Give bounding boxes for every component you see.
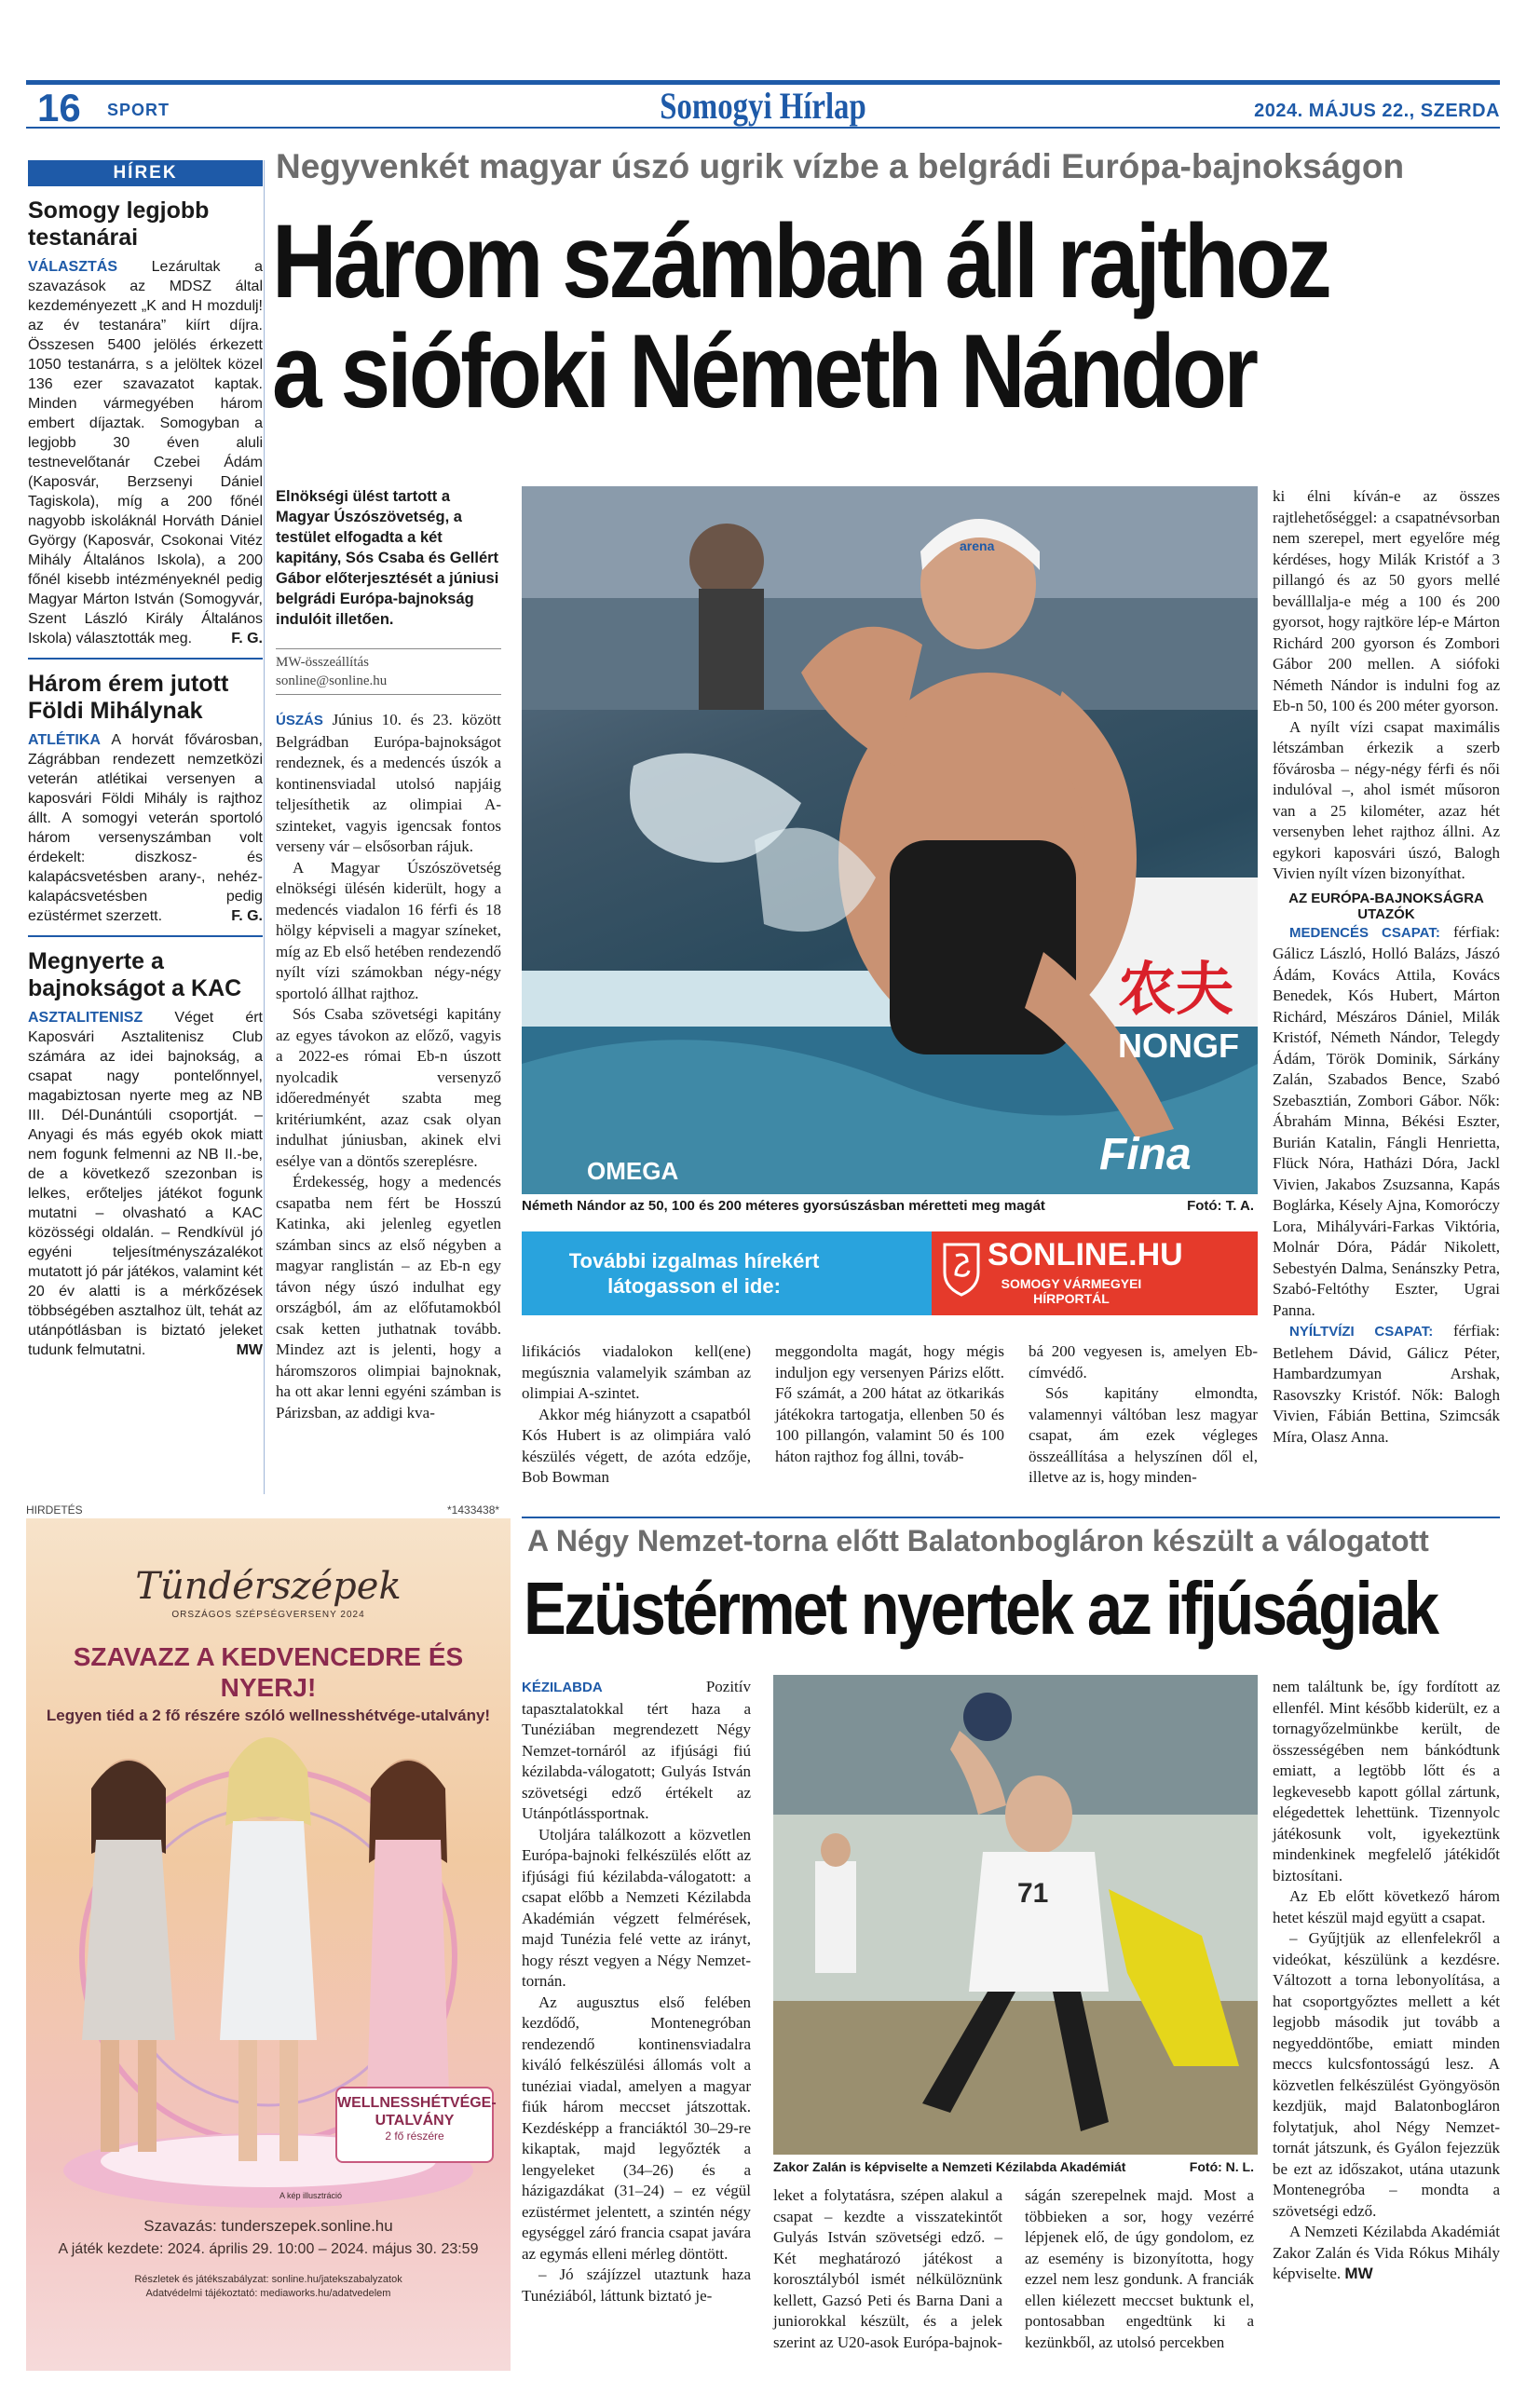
promo-text: További izgalmas hírekért látogasson el ide: — [568, 1249, 820, 1298]
openwater-team-list: férfiak: Betlehem Dávid, Gálicz Péter, Hambardzumyan Arshak, Rasovszky Kristóf. Nők: Balogh Vivien, Fábián Bettina, Szimcsák Míra, Olasz Anna. — [1273, 1322, 1500, 1446]
article-paragraph — [1273, 2222, 1500, 2285]
cap-brand: arena — [960, 538, 995, 553]
article-byline — [276, 648, 501, 695]
handball-photo — [773, 1675, 1258, 2155]
ad-label: HIRDETÉS — [26, 1503, 83, 1517]
article2-column-2 — [773, 2185, 1002, 2353]
article-column-2 — [522, 1341, 751, 1489]
headline-line-2: a siófoki Németh Nándor — [272, 313, 1256, 429]
page-number: 16 — [37, 86, 81, 129]
article-paragraph: Akkor még hiányzott a csapatból Kós Hubert is az olimpiára való készülés végett, de azóta edzője, Bob Bowman — [522, 1405, 751, 1486]
article-paragraph: lifikációs viadalokon kell(ene) megúsznia valamelyik számban az olimpiai A-szintet. — [522, 1342, 751, 1402]
photo-credit: Fotó: N. L. — [1189, 2159, 1254, 2174]
sponsor-chinese-text: 农夫 — [1118, 955, 1234, 1023]
article-paragraph: A Magyar Úszószövetség elnökségi ülésén kiderült, hogy a medencés viadalon 16 férfi és 18 hölgy képviseli a magyar színeket, míg az Eb első hetében rendezendő nyílt vízi számokban négy-négy sportoló állhat rajthoz. — [276, 858, 501, 1002]
voucher-badge — [335, 2087, 497, 2163]
paragraph-text: A Nemzeti Kézilabda Akadémiát Zakor Zalán és Vida Rókus Mihály képviselte. — [1273, 2223, 1500, 2282]
article2-kicker: A Négy Nemzet-torna előtt Balatonbogláron készült a válogatott — [527, 1524, 1429, 1558]
article2-divider — [522, 1517, 1500, 1518]
ad-rules-link[interactable]: Részletek és játékszabályzat: sonline.hu/jatekszabalyzatok — [134, 2274, 402, 2285]
ad-brand-subtitle: ORSZÁGOS SZÉPSÉGVERSENY 2024 — [171, 1610, 365, 1620]
article-paragraph: – Gyűjtjük az ellenfelekről a videókat, készülünk a kezdésre. Változott a torna lebonyolítása, a hat csoportgyőztes mellett a két legjobb második jut tovább a negyeddöntőbe, emiatt minden meccs kulcsfontosságú lesz. A közvetlen felkészülést Gyöngyösön kezdjük, majd Balatonbogláron folytatjuk, ahol Négy Nemzet-tornát játszunk, és Gyálon fejezzük be ezt az időszakot, utána utazunk Montenegróba – mondta a szövetségi edző. — [1273, 1929, 1500, 2220]
article2-column-4 — [1273, 1677, 1500, 2285]
article-kicker: Negyvenkét magyar úszó ugrik vízbe a belgrádi Európa-bajnokságon — [276, 147, 1405, 185]
paragraph-text: Június 10. és 23. között Belgrádban Európa-bajnokságot rendeznek, és a medencés úszók a kontinensviadal utolsó napjáig teljesíthetik az olimpiai A-szinteket, vagyis igencsak fontos verseny vár – elsősorban rájuk. — [276, 711, 502, 855]
sidebar-item-tag: VÁLASZTÁS — [28, 259, 117, 275]
fina-logo: Fina — [1099, 1130, 1192, 1179]
article-paragraph: Sós Csaba szövetségi kapitány az egyes távokon az előző, vagyis a 2022-es római Eb-n úszott nyolcadik versenyző időeredményét szabta meg kritériumként, azaz csak olyan indulhat júniusban, akinek elvi esélye van a döntős szereplésre. — [276, 1005, 501, 1170]
photo-credit: Fotó: T. A. — [1187, 1198, 1254, 1214]
photo-caption — [522, 1198, 1258, 1214]
ad-privacy-link[interactable]: Adatvédelmi tájékoztató: mediaworks.hu/adatvedelem — [145, 2288, 391, 2299]
sidebar-item-body: Lezárultak a szavazások az MDSZ által kezdeményezett „K and H mozdulj! az év testanára” kiírt díjra. Összesen 5400 jelölés érkezett 1050 testanárra, s a jelöltek közel 136 ezer szavazatot kaptak. Minden vármegyében három embert díjaztak. Somogyban a legjobb 30 éven aluli testnevelőtanár Czebei Ádám (Kaposvár, Berzsenyi Dániel Tagiskola), míg a 200 főnél nagyobb iskoláknál Horváth Dániel György (Kaposvár, Csokonai Vitéz Mihály Általános Iskola), a 200 főnél kisebb intézményeknél pedig Magyar Márton István (Somogyvár, Szent László Király Általános Iskola) választották meg. — [28, 259, 263, 646]
sonline-logo: SONLINE.HU — [988, 1237, 1183, 1272]
article-paragraph — [522, 1677, 751, 1825]
article-paragraph: ki élni kíván-e az összes rajtlehetőséggel: a csapatnévsorban nem szerepel, mert egyelőre még kérdéses, hogy Milák Kristóf a 3 pillangó és az 50 gyors mellé beválllalja-e még a 100 és 200 gyorsot, hogy rajtköre lép-e Márton Richárd 200 gyorson és Zombori Gábor 200 mellen. A siófoki Németh Nándor is indulni fog az Eb-n 50, 100 és 200 méter gyorson. — [1273, 487, 1500, 714]
shield-icon — [943, 1241, 980, 1297]
article-paragraph: ságán szerepelnek majd. Most a többieken a sor, hogy vezérré lépjenek elő, de úgy gondolom, ez az esemény is bizonyította, hogy ezzel nem lesz gondunk. A franciák ellen kiélezett meccset buktunk el, pontosabban engedtünk ki a kezünkből, az utolsó percekben — [1025, 2186, 1254, 2351]
pool-team-tag: MEDENCÉS CSAPAT: — [1289, 924, 1440, 941]
paragraph-text: Pozitív tapasztalatokkal tért haza a Tunéziában megrendezett Négy Nemzet-tornáról az ifjúsági fiú kézilabda-válogatott; Gulyás István szövetségi edző értékelt az Utánpótlássportnak. — [522, 1678, 751, 1822]
ad-vote-link[interactable]: Szavazás: tunderszepek.sonline.hu — [143, 2217, 393, 2235]
voucher-badge-subtext: 2 fő részére — [385, 2129, 444, 2143]
article-paragraph: – Jó szájízzel utaztunk haza Tunéziából, láttunk biztató je- — [522, 2265, 751, 2305]
sidebar-item-signature: F. G. — [231, 908, 263, 924]
caption-text: Zakor Zalán is képviselte a Nemzeti Kézilabda Akadémiát — [773, 2159, 1126, 2174]
sidebar-item-title: Három érem jutott Földi Mihálynak — [28, 671, 229, 724]
article-paragraph: nem találtunk be, így fordított az ellenfél. Mint később kiderült, ez a tornagyőzelmünkbe került, de összességében nem bánkódtunk emiatt, a legtöbb lőtt és a legkevesebb kapott góllal zártunk, elégedettek lehettünk. Tizennyolc játékosunk volt, igyekeztünk mindenkinek megfelelő játékidőt biztosítani. — [1273, 1678, 1500, 1884]
ad-code: *1433438* — [447, 1503, 500, 1517]
participants-box-title: AZ EURÓPA-BAJNOKSÁGRA UTAZÓK — [1288, 890, 1484, 922]
voucher-badge-text: WELLNESSHÉTVÉGE-UTALVÁNY — [337, 2095, 497, 2129]
sidebar-label: HÍREK — [28, 160, 263, 186]
swimmer-illustration — [522, 486, 1258, 1194]
jersey-number: 71 — [1017, 1878, 1049, 1909]
sidebar-item-body: Véget ért Kaposvári Asztalitenisz Club számára az idei bajnokság, a csapat nagy pontelőnnyel, magabiztosan nyerte meg az NB III. Dél-Dunántúli csoportját. – Anyagi és más egyéb okok miatt nem fogunk felmenni az NB II.-be, de a következő szezonban is lelkes, erőteljes játékot fogunk mutatni – olvasható a KAC közösségi oldalán. – Rendkívül jó egyéni teljesítményszázalékot mutatott jó pár játékos, valamint két 20 év alatti is a mérkőzések többségében asztalhoz ült, tehát az utánpótlásban is biztató jeleket tudunk felmutatni. — [28, 1010, 263, 1358]
ad-dates: A játék kezdete: 2024. április 29. 10:00 – 2024. május 30. 23:59 — [58, 2241, 479, 2257]
sidebar-item-signature: F. G. — [231, 631, 263, 646]
byline-email: sonline@sonline.hu — [276, 673, 388, 688]
article-column-4 — [1029, 1341, 1258, 1489]
article-paragraph: Utoljára találkozott a közvetlen Európa-bajnoki felkészülés előtt az ifjúsági fiú kézilabda-válogatott: a csapat előbb a Nemzeti Kézilabda Akadémián végzett felmérések, majd Tunézia felé vette az irányt, hogy részt vegyen a Négy Nemzet-tornán. — [522, 1825, 751, 1990]
participants-openwater — [1273, 1321, 1500, 1448]
pool-team-list: férfiak: Gálicz László, Holló Balázs, Jászó Ádám, Kovács Attila, Kovács Benedek, Kós Hubert, Márton Richárd, Mészáros Dániel, Milák Kristóf, Németh Nándor, Telegdy Ádám, Török Dominik, Sárkány Zalán, Szabados Bence, Szabó Szebasztián, Zombori Gábor. Nők: Ábrahám Minna, Békési Eszter, Burián Katalin, Fángli Henrietta, Flück Nóra, Hatházi Dóra, Jackl Vivien, Jakabos Zsuzsanna, Kapás Boglárka, Késely Ajna, Komoróczy Lora, Mihályvári-Farkas Viktória, Molnár Dóra, Pádár Nikolett, Sebestyén Dalma, Senánszky Petra, Szabó-Feltóthy Eszter, Ugrai Panna. — [1273, 922, 1500, 1319]
photo-caption — [773, 2159, 1258, 2174]
news-sidebar — [28, 160, 263, 1360]
sidebar-item-text — [28, 257, 263, 648]
article-signature: MW — [1344, 2265, 1373, 2282]
article-lead: Elnökségi ülést tartott a Magyar Úszószövetség, a testület elfogadta a két kapitány, Sós Csaba és Gellért Gábor előterjesztését a júniusi belgrádi Európa-bajnokság indulóit illetően. — [276, 488, 499, 628]
openwater-team-tag: NYÍLTVÍZI CSAPAT: — [1289, 1324, 1434, 1340]
article-column-5 — [1273, 486, 1500, 1448]
sidebar-item-signature: MW — [236, 1342, 263, 1358]
sidebar-item-title: Somogy legjobb testanárai — [28, 197, 210, 251]
article-paragraph: Az Eb előtt következő három hetet készül majd együtt a csapat. — [1273, 1887, 1500, 1926]
article-paragraph: meggondolta magát, hogy mégis induljon egy versenyen Párizs előtt. Fő számát, a 200 hátat az ötkarikás játékokra tartogatja, ellenben 50 és 100 pillangón, valamint 50 és 100 háton rajthoz fog állni, továb- — [775, 1342, 1004, 1465]
ad-brand: Tündérszépek — [135, 1565, 402, 1608]
sidebar-item-title: Megnyerte a bajnokságot a KAC — [28, 948, 242, 1001]
participants-pool — [1273, 922, 1500, 1322]
section-label: SPORT — [107, 101, 170, 119]
article-column-3 — [775, 1341, 1004, 1467]
newspaper-title: Somogyi Hírlap — [660, 85, 866, 127]
sidebar-item-tag: ATLÉTIKA — [28, 732, 101, 748]
issue-date: 2024. MÁJUS 22., SZERDA — [1254, 101, 1500, 121]
sidebar-item-tag: ASZTALITENISZ — [28, 1010, 143, 1026]
article-headline — [272, 203, 1338, 429]
headline-line-1: Három számban áll rajthoz — [272, 203, 1329, 320]
article2-column-1 — [522, 1677, 751, 2306]
sidebar-item-body: A horvát fővárosban, Zágrábban rendezett nemzetközi veterán atlétikai versenyen a kaposvári Földi Mihály is rajthoz állt. A somogyi veterán sportoló három versenyszámban volt érdekelt: diszkosz- és kalapácsvetésben arany-, nehéz-kalapácsvetésben pedig ezüstérmet szerzett. — [28, 732, 263, 924]
ad-photo-credit: A kép illusztráció — [279, 2191, 343, 2200]
article-column-1 — [276, 710, 501, 1423]
byline-author: MW-összeállítás — [276, 655, 369, 670]
article-paragraph: leket a folytatásra, szépen alakul a csapat – kezdte a visszatekintőt Gulyás István szövetségi edző. – Két meghatározó játékost a korosztályból ismét nélkülöznünk kellett, Gazsó Peti és Barna Dani a juniorokkal készült, és a jelek szerint az U20-asok Európa-bajnok- — [773, 2186, 1002, 2351]
sidebar-item-text — [28, 1008, 263, 1360]
article-paragraph: Érdekesség, hogy a medencés csapatba nem fért be Hosszú Katinka, aki jelenleg egyetlen számban sincs az első négyben a magyar ranglistán – az Eb-n egy távon négy úszó indulhat egy országból, ám az előfutamokból csak ketten juthatnak tovább. Mindez azt is jelenti, hogy a háromszoros olimpiai bajnoknak, ha ott akar lenni egyéni számban is Párizsban, az addigi kva- — [276, 1173, 501, 1422]
sidebar-item-text — [28, 730, 263, 926]
promo-subtitle: SOMOGY VÁRMEGYEI HÍRPORTÁL — [1001, 1276, 1142, 1306]
omega-logo: OMEGA — [587, 1157, 679, 1185]
ad-call-to-action: SZAVAZZ A KEDVENCEDRE ÉS NYERJ! — [73, 1642, 464, 1702]
caption-text: Németh Nándor az 50, 100 és 200 méteres gyorsúszásban méretteti meg magát — [522, 1198, 1045, 1214]
article-tag: KÉZILABDA — [522, 1680, 603, 1695]
article-paragraph: Az augusztus első felében kezdődő, Montenegróban rendezendő kontinensviadalra kiváló felkészülési állomás volt a tunéziai viadal, amelyen a magyar fiúk három meccset játszottak. Kezdésképp a franciáktól 30–29-re kikaptak, majd legyőzték a lengyeleket (34–26) és a házigazdákat (31–24) – ez végül ezüstérmet jelentett, a szintén négy egységgel záró francia csapat javára az egymás elleni mérleg döntött. — [522, 1993, 751, 2263]
sidebar-divider — [28, 658, 263, 660]
handball-illustration — [773, 1675, 1258, 2155]
sidebar-divider — [28, 935, 263, 937]
article-paragraph: Sós kapitány elmondta, valamennyi váltóban lesz magyar csapat, ám ezek végleges összeállítása a helyszínen dől el, illetve az is, hogy minden- — [1029, 1384, 1258, 1486]
sponsor-text: NONGF — [1118, 1027, 1239, 1065]
article2-headline: Ezüstérmet nyertek az ifjúságiak — [524, 1567, 1437, 1650]
article-paragraph — [276, 710, 501, 858]
article-paragraph: bá 200 vegyesen is, amelyen Eb-címvédő. — [1029, 1342, 1258, 1381]
article-paragraph: A nyílt vízi csapat maximális létszámban érkezik a szerb fővárosba – négy-négy férfi és női indulóval –, ahol ismét műsoron van a 25 kilométer, azaz hét versenyben lehet rajthoz állni. Az egykori kaposvári úszó, Balogh Vivien nyílt vízen bizonyíthat. — [1273, 717, 1500, 882]
ad-fine-print — [26, 2273, 511, 2301]
article-tag: ÚSZÁS — [276, 713, 323, 728]
ad-tagline: Legyen tiéd a 2 fő részére szóló wellnesshétvége-utalvány! — [46, 1707, 491, 1724]
article2-column-3 — [1025, 2185, 1254, 2353]
swimmer-photo — [522, 486, 1258, 1194]
